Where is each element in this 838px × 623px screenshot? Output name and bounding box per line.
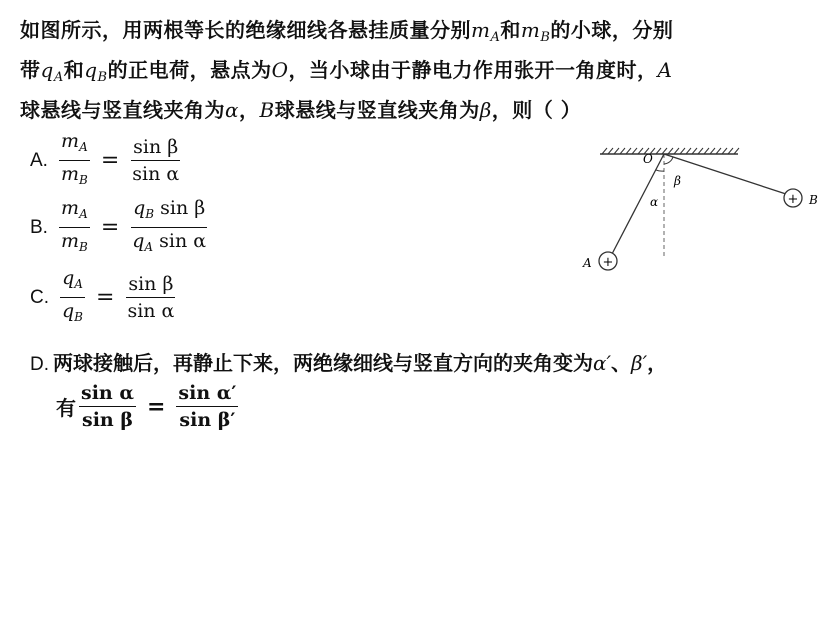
- option-c-left-fraction: [60, 265, 85, 330]
- numerator: sin β: [131, 134, 180, 161]
- denominator: sin β′: [179, 409, 236, 431]
- stem-text: 球悬线与竖直线夹角为: [20, 98, 225, 122]
- charge-b-symbol: q: [84, 58, 98, 82]
- ball-b-charge: +: [787, 192, 799, 207]
- label-b: B: [809, 193, 818, 207]
- subscript: B: [145, 207, 155, 221]
- separator: 、: [611, 351, 632, 375]
- subscript: A: [144, 240, 154, 254]
- mass-b-symbol: m: [520, 18, 541, 42]
- option-d-has: 有: [56, 396, 76, 420]
- mass-b-subscript: B: [540, 30, 551, 45]
- subscript: A: [79, 207, 88, 221]
- denominator: [130, 228, 208, 260]
- beta-prime: β′: [631, 351, 648, 375]
- pendulum-figure: [560, 130, 830, 280]
- equals-sign: =: [146, 393, 166, 420]
- stem-text: 的正电荷，悬点为: [107, 58, 272, 82]
- answer-blank: ，则（ ）: [491, 98, 582, 122]
- symbol: m: [61, 197, 80, 219]
- alpha-arc: [656, 170, 664, 171]
- label-beta: β: [674, 174, 681, 188]
- symbol: m: [60, 230, 79, 252]
- charge-a-subscript: A: [53, 70, 64, 85]
- option-a[interactable]: [30, 128, 184, 193]
- denominator: sin α: [132, 163, 180, 185]
- denominator: [59, 228, 90, 260]
- option-a-right-fraction: [130, 134, 181, 187]
- question-stem: [20, 14, 820, 127]
- option-b-right-fraction: [130, 195, 208, 260]
- stem-text: ，当小球由于静电力作用张开一角度时，: [288, 58, 658, 82]
- equals-sign: =: [100, 148, 120, 173]
- angle-alpha: α: [225, 98, 240, 122]
- subscript: A: [74, 277, 83, 291]
- comma: ，: [647, 351, 668, 375]
- option-c-label: C.: [30, 286, 49, 308]
- stem-line-1: [20, 14, 820, 54]
- stem-line-2: [20, 54, 820, 94]
- charge-b-subscript: B: [97, 70, 108, 85]
- stem-text: 的小球，分别: [550, 18, 674, 42]
- option-d-left-fraction: [79, 380, 136, 433]
- mass-a-subscript: A: [490, 30, 501, 45]
- symbol: q: [133, 197, 146, 219]
- mass-b: [520, 18, 551, 45]
- denominator: sin α: [127, 300, 175, 322]
- option-d-right-fraction: [176, 380, 238, 433]
- option-d-formula: [56, 380, 241, 433]
- option-d-text: 两球接触后，再静止下来，两绝缘细线与竖直方向的夹角变为: [53, 351, 593, 375]
- numerator: [60, 265, 85, 298]
- thread-b: [664, 154, 786, 194]
- subscript: B: [74, 310, 83, 324]
- beta-arc: [664, 157, 673, 164]
- charge-b: [84, 58, 108, 85]
- subscript: B: [78, 240, 88, 254]
- option-c-right-fraction: [125, 271, 176, 324]
- subscript: B: [78, 173, 88, 187]
- ball-a-label: A: [657, 58, 673, 82]
- stem-text: 如图所示，用两根等长的绝缘细线各悬挂质量分别: [20, 18, 471, 42]
- symbol: q: [62, 267, 75, 289]
- option-d-label: D.: [30, 354, 49, 375]
- symbol: q: [62, 300, 75, 322]
- angle-beta: β: [479, 98, 492, 122]
- option-b-left-fraction: [59, 195, 90, 260]
- trig: sin α: [159, 230, 207, 252]
- charge-a: [40, 58, 64, 85]
- mass-a: [471, 18, 501, 45]
- stem-text: 球悬线与竖直线夹角为: [274, 98, 480, 122]
- denominator: [59, 161, 90, 193]
- denominator: sin β: [82, 409, 133, 431]
- option-a-label: A.: [30, 149, 48, 171]
- symbol: m: [60, 163, 79, 185]
- stem-text: 带: [20, 58, 41, 82]
- numerator: [59, 128, 90, 161]
- alpha-prime: α′: [593, 351, 612, 375]
- option-c[interactable]: [30, 265, 179, 330]
- label-o: O: [643, 152, 653, 166]
- ball-a-charge: +: [602, 255, 614, 270]
- stem-and: 和: [63, 58, 85, 82]
- ceiling-hatching: [600, 148, 739, 154]
- numerator: [59, 195, 90, 228]
- charge: [133, 197, 154, 219]
- subscript: A: [79, 140, 88, 154]
- denominator: [60, 298, 85, 330]
- numerator: sin α: [79, 380, 136, 407]
- trig: sin β: [160, 197, 206, 219]
- ball-b-label: B: [259, 98, 275, 122]
- equals-sign: =: [96, 285, 115, 310]
- numerator: sin β: [126, 271, 175, 298]
- option-d[interactable]: [30, 347, 667, 376]
- option-a-left-fraction: [59, 128, 90, 193]
- option-b[interactable]: [30, 195, 211, 260]
- point-o: O: [271, 58, 289, 82]
- mass-a-symbol: m: [471, 18, 491, 42]
- symbol: q: [132, 230, 145, 252]
- stem-text: ，: [239, 98, 260, 122]
- label-alpha: α: [650, 195, 659, 209]
- equals-sign: =: [100, 215, 120, 240]
- symbol: m: [61, 130, 80, 152]
- charge-a-symbol: q: [40, 58, 54, 82]
- numerator: sin α′: [176, 380, 238, 407]
- label-a: A: [583, 256, 592, 270]
- charge: [132, 230, 153, 252]
- stem-and: 和: [500, 18, 521, 42]
- stem-line-3: [20, 94, 820, 127]
- numerator: [131, 195, 207, 228]
- option-b-label: B.: [30, 216, 48, 238]
